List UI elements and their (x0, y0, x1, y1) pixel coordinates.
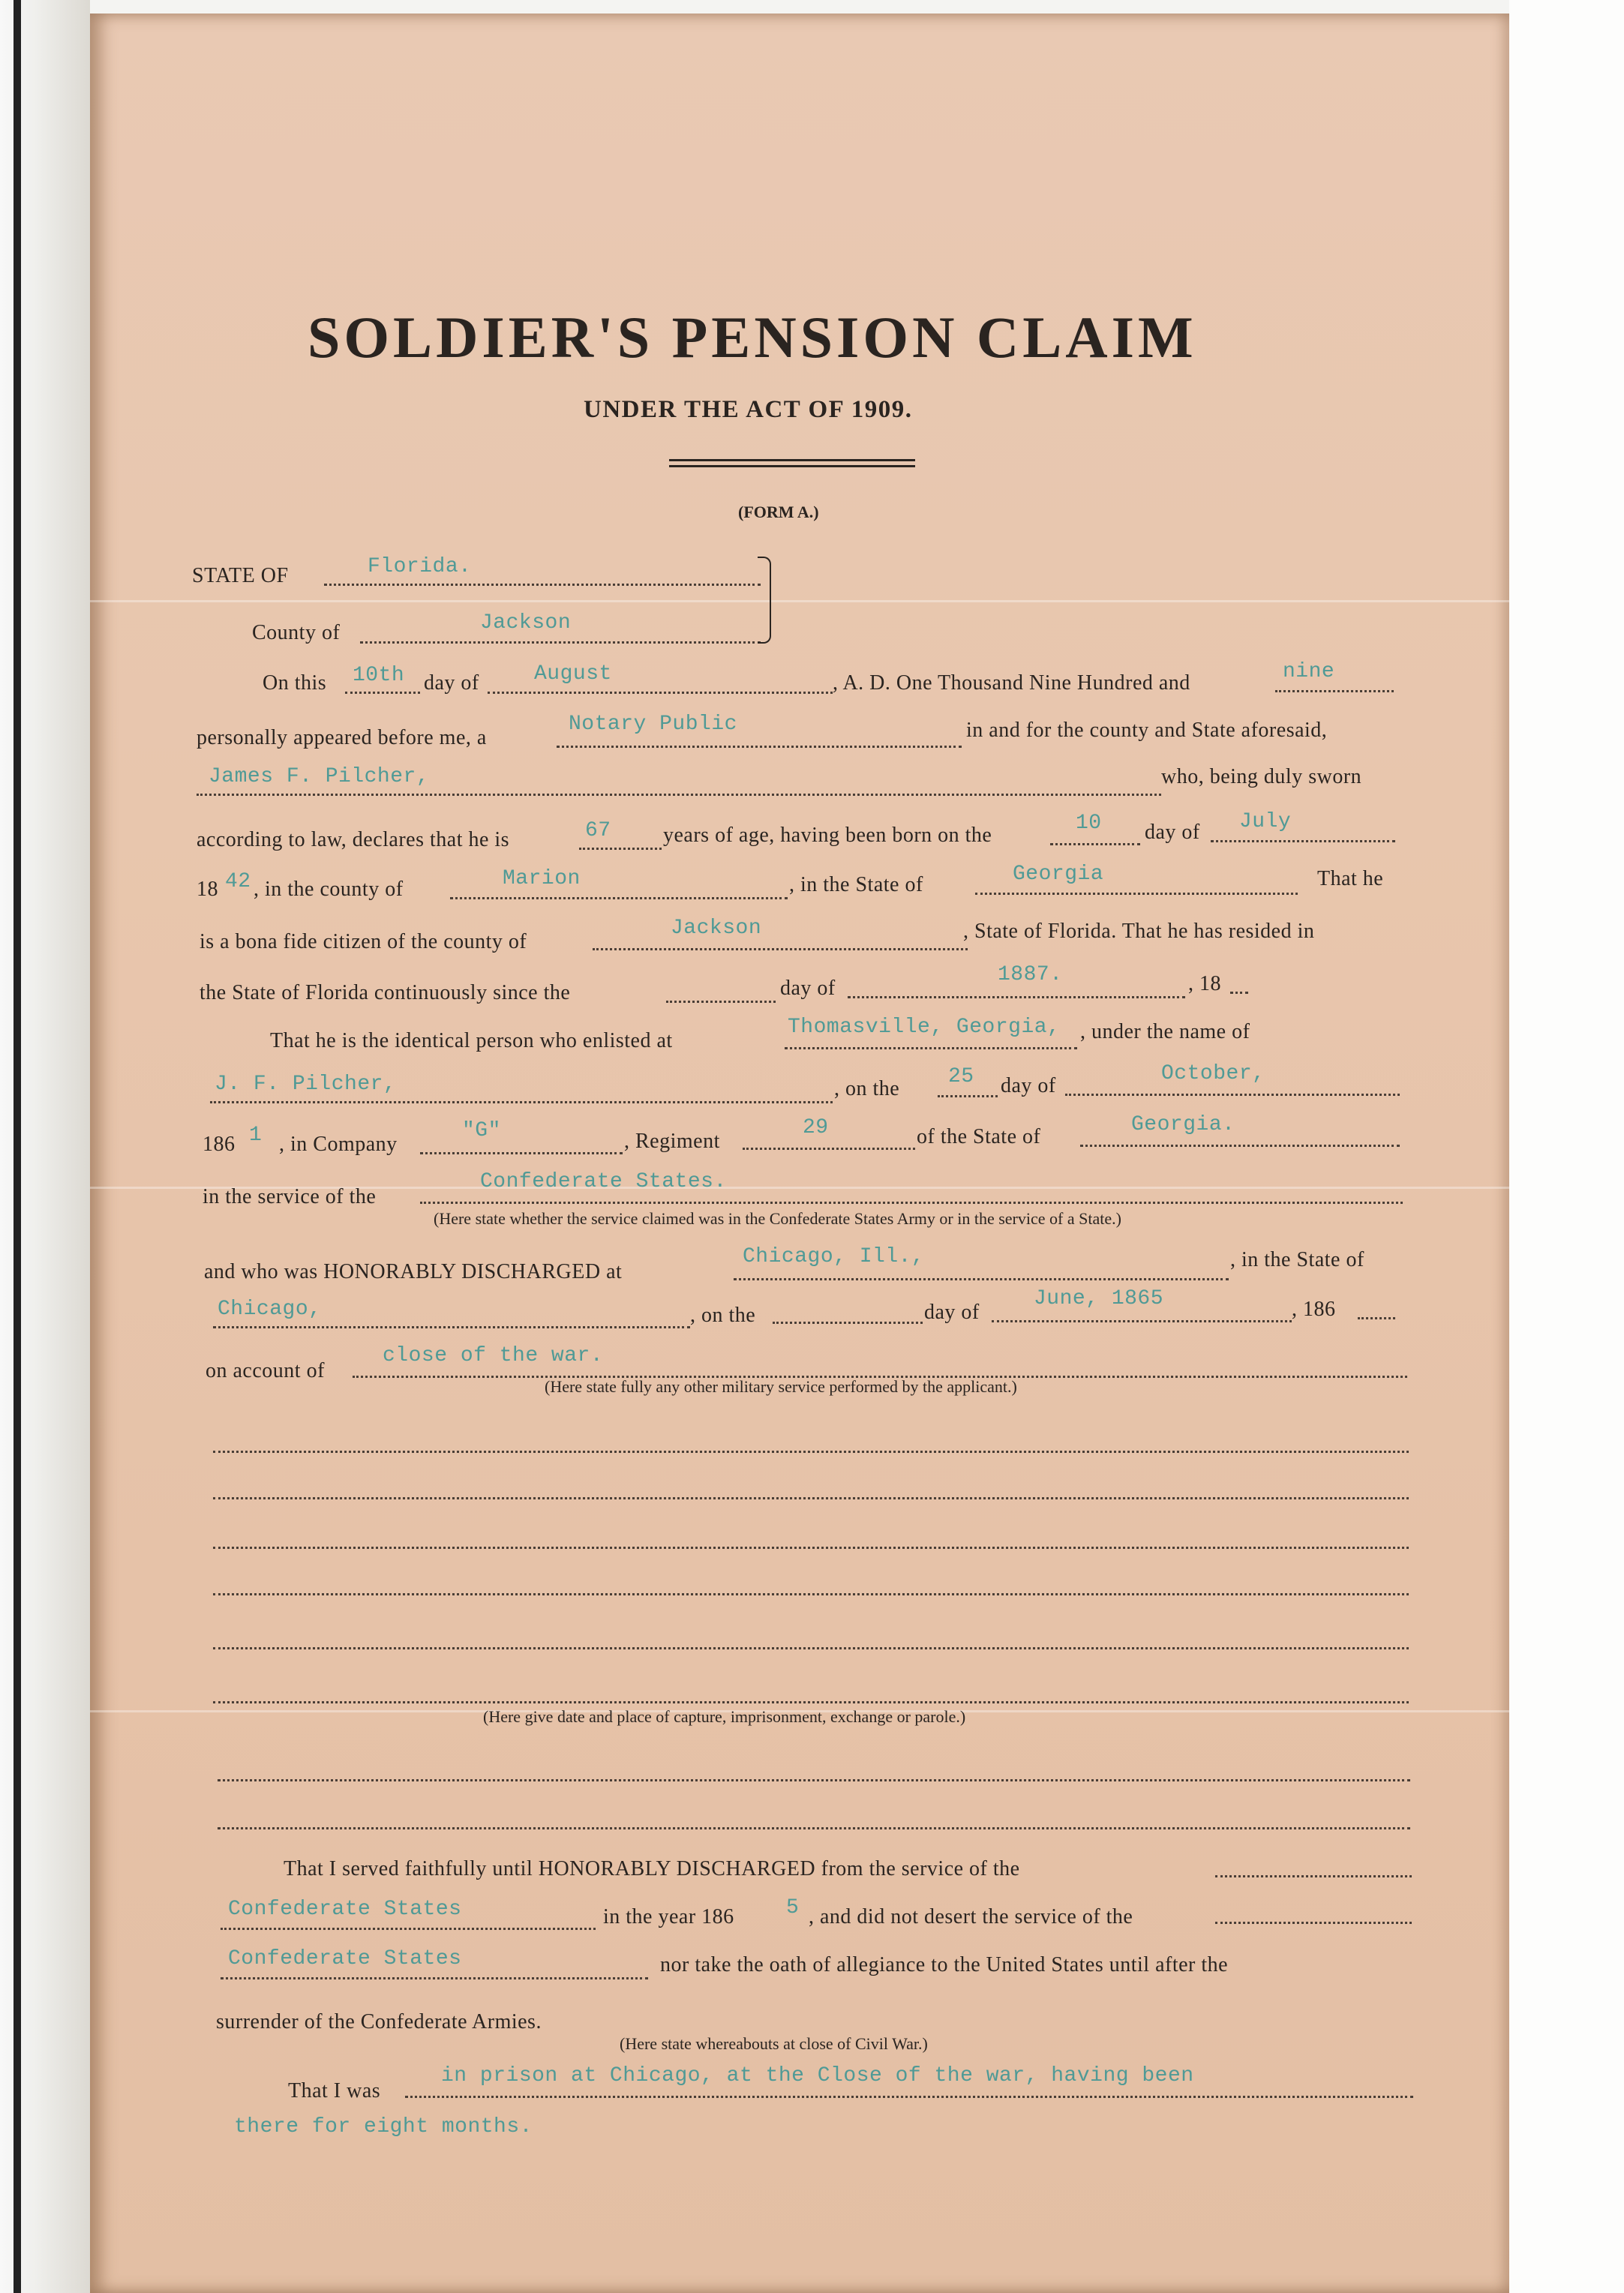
fill-line (420, 1152, 623, 1154)
enlistment-month-value[interactable]: October, (1161, 1062, 1265, 1085)
state-fill-line (324, 584, 761, 586)
text-day-of: day of (1145, 821, 1200, 844)
blank-entry-line[interactable] (218, 1827, 1410, 1829)
discharge-place-value[interactable]: Chicago, Ill., (743, 1245, 925, 1268)
text-surrender: surrender of the Confederate Armies. (216, 2010, 542, 2033)
month-value[interactable]: August (534, 662, 612, 686)
text-in-county-of: , in the county of (254, 878, 404, 901)
fill-line (345, 692, 420, 694)
text-county-state: in and for the county and State aforesaid, (966, 719, 1328, 742)
note-whereabouts: (Here state whereabouts at close of Civil War.) (620, 2034, 928, 2053)
text-service-of: in the service of the (203, 1185, 377, 1208)
blank-entry-line[interactable] (213, 1647, 1409, 1649)
county-label: County of (252, 621, 341, 644)
state-label: STATE OF (192, 564, 289, 587)
paper-fold (90, 600, 1509, 602)
note-service-claimed: (Here state whether the service claimed was in the Confederate States Army or in the service of a State.) (434, 1209, 1121, 1228)
residence-county-value[interactable]: Jackson (671, 917, 762, 940)
text-186: , 186 (1292, 1298, 1336, 1321)
note-other-service: (Here state fully any other military service performed by the applicant.) (545, 1377, 1017, 1396)
fill-line (488, 692, 833, 694)
text-day-of: day of (424, 671, 479, 695)
fill-line (992, 1320, 1292, 1322)
official-value[interactable]: Notary Public (569, 713, 737, 736)
text-enlisted-at: That he is the identical person who enlisted at (270, 1029, 673, 1052)
fill-line (1215, 1922, 1412, 1924)
regiment-state-value[interactable]: Georgia. (1131, 1113, 1235, 1136)
birth-year-value[interactable]: 42 (225, 870, 251, 893)
text-did-not-desert: , and did not desert the service of the (809, 1905, 1133, 1928)
served-year-value[interactable]: 5 (786, 1896, 800, 1919)
discharge-reason-value[interactable]: close of the war. (383, 1344, 604, 1367)
text-day-of: day of (780, 977, 836, 1000)
text-day-of: day of (1001, 1074, 1056, 1097)
text-continuously-since: the State of Florida continuously since the (200, 981, 571, 1004)
text-declares-age: according to law, declares that he is (197, 828, 510, 851)
whereabouts-value[interactable]: in prison at Chicago, at the Close of the war, having been (441, 2064, 1194, 2087)
text-18: 18 (197, 878, 218, 901)
enlistment-day-value[interactable]: 25 (948, 1065, 974, 1088)
company-value[interactable]: "G" (462, 1119, 501, 1142)
bracket (758, 557, 771, 644)
text-186: 186 (203, 1133, 236, 1156)
text-regiment: , Regiment (624, 1130, 720, 1153)
scan-background-right (1509, 0, 1624, 2293)
text-company: , in Company (279, 1133, 398, 1156)
text-duly-sworn: who, being duly sworn (1161, 765, 1362, 788)
note-capture: (Here give date and place of capture, imprisonment, exchange or parole.) (483, 1707, 966, 1726)
fill-line (938, 1095, 998, 1097)
document-subtitle: UNDER THE ACT OF 1909. (584, 396, 913, 423)
fill-line (1230, 992, 1248, 994)
fill-line (420, 1202, 1403, 1204)
birth-month-value[interactable]: July (1239, 810, 1292, 833)
fill-line (579, 848, 662, 850)
text-under-name: , under the name of (1080, 1020, 1250, 1043)
text-citizen-county: is a bona fide citizen of the county of (200, 930, 527, 953)
fill-line (1050, 843, 1140, 845)
blank-entry-line[interactable] (213, 1701, 1409, 1703)
day-value[interactable]: 10th (353, 664, 405, 687)
fill-line (221, 1928, 596, 1930)
fill-line (743, 1148, 915, 1150)
text-on-account-of: on account of (206, 1359, 325, 1382)
fill-line (213, 1326, 690, 1328)
desert-service-value[interactable]: Confederate States (228, 1947, 462, 1970)
fill-line (1215, 1875, 1412, 1877)
fill-line (197, 794, 1161, 796)
text-18: , 18 (1188, 972, 1221, 995)
fill-line (1080, 1145, 1400, 1147)
title-rule (669, 459, 915, 461)
text-resided: , State of Florida. That he has resided in (963, 920, 1315, 943)
text-on-this: On this (263, 671, 327, 695)
text-ad: , A. D. One Thousand Nine Hundred and (833, 671, 1190, 695)
text-day-of: day of (924, 1301, 980, 1324)
fill-line (848, 996, 1185, 998)
enlistment-place-value[interactable]: Thomasville, Georgia, (788, 1016, 1061, 1039)
document-title: SOLDIER'S PENSION CLAIM (308, 305, 1197, 370)
text-state-of: of the State of (917, 1125, 1041, 1148)
county-value[interactable]: Jackson (480, 611, 572, 635)
whereabouts-continued[interactable]: there for eight months. (234, 2115, 533, 2138)
blank-entry-line[interactable] (213, 1593, 1409, 1595)
fill-line (773, 1322, 923, 1324)
blank-entry-line[interactable] (213, 1497, 1409, 1499)
title-rule (669, 465, 915, 467)
form-label: (FORM A.) (738, 503, 819, 521)
birth-county-value[interactable]: Marion (503, 867, 581, 890)
fill-line (785, 1047, 1077, 1049)
fill-line (666, 1001, 776, 1003)
fill-line (210, 1101, 833, 1103)
fill-line (975, 893, 1298, 895)
residence-since-value[interactable]: 1887. (998, 963, 1063, 986)
text-in-year-186: in the year 186 (603, 1905, 734, 1928)
blank-entry-line[interactable] (218, 1779, 1410, 1781)
fill-line (405, 2096, 1413, 2098)
fill-line (593, 948, 968, 950)
text-born-on: years of age, having been born on the (663, 824, 992, 847)
blank-entry-line[interactable] (213, 1451, 1409, 1453)
text-on-the: , on the (690, 1304, 756, 1327)
fill-line (1275, 690, 1394, 692)
text-in-state-of: , in the State of (1230, 1248, 1364, 1271)
text-that-he: That he (1317, 867, 1384, 890)
fill-line (221, 1977, 648, 1979)
text-oath-allegiance: nor take the oath of allegiance to the United States until after the (660, 1953, 1229, 1976)
discharge-date-value[interactable]: June, 1865 (1034, 1287, 1164, 1310)
regiment-value[interactable]: 29 (803, 1116, 829, 1139)
fill-line (1358, 1317, 1395, 1319)
fill-line (450, 897, 788, 899)
text-on-the: , on the (834, 1077, 900, 1100)
fill-line (734, 1278, 1229, 1280)
state-value[interactable]: Florida. (368, 555, 472, 578)
birth-state-value[interactable]: Georgia (1013, 863, 1104, 886)
enlistment-year-value[interactable]: 1 (249, 1124, 263, 1147)
text-in-state-of: , in the State of (789, 873, 923, 896)
birth-day-value[interactable]: 10 (1076, 812, 1102, 835)
text-appeared: personally appeared before me, a (197, 726, 487, 749)
blank-entry-line[interactable] (213, 1547, 1409, 1549)
year-value[interactable]: nine (1283, 660, 1335, 683)
enlistment-name-value[interactable]: J. F. Pilcher, (215, 1073, 397, 1096)
service-value[interactable]: Confederate States. (480, 1170, 727, 1193)
scan-edge (14, 0, 21, 2293)
text-served-faithfully: That I served faithfully until HONORABLY DISCHARGED from the service of the (284, 1857, 1020, 1880)
served-until-value[interactable]: Confederate States (228, 1898, 462, 1921)
county-fill-line (360, 641, 761, 644)
fill-line (1065, 1094, 1400, 1096)
claimant-name[interactable]: James F. Pilcher, (209, 765, 430, 788)
discharge-state-value[interactable]: Chicago, (218, 1298, 322, 1321)
fill-line (1211, 840, 1395, 842)
age-value[interactable]: 67 (585, 819, 611, 842)
text-that-i-was: That I was (288, 2079, 381, 2102)
fill-line (557, 746, 962, 748)
text-honorably-discharged: and who was HONORABLY DISCHARGED at (204, 1260, 623, 1283)
